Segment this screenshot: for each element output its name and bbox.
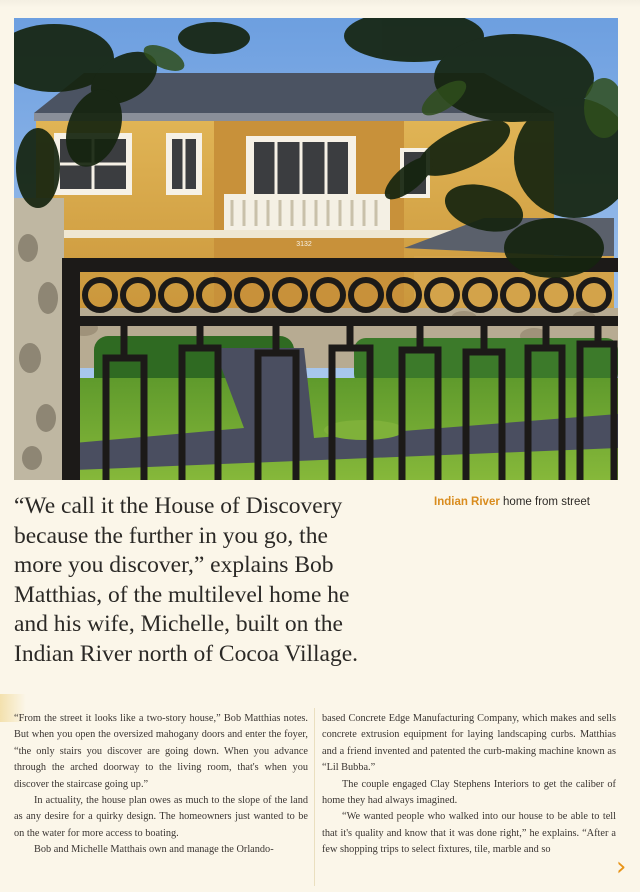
pull-quote: [14, 492, 414, 669]
top-edge: [0, 0, 640, 8]
paragraph: “From the street it looks like a two-story house,” Bob Matthias notes. But when you open the oversized mahogany doors and enter the foyer, “the only stairs you discover are going down. When you advance through the arched doorway to the living room, that's when you discover the staircase going up.”: [14, 713, 308, 790]
pull-quote-line: more you discover,” explains Bob: [14, 552, 334, 578]
article-column-right: [322, 711, 616, 881]
paragraph: Bob and Michelle Matthais own and manage the Orlando-: [34, 844, 274, 856]
paragraph: “We wanted people who walked into our house to be able to tell that it's quality and know that it was done right,” he explains. “After a few shopping trips to select fixtures, tile, marble and so: [322, 811, 616, 856]
house-photo-illustration: [14, 18, 618, 480]
house-photo: [14, 18, 618, 480]
pull-quote-line: “We call it the House of Discovery: [14, 493, 343, 519]
caption-text: home from street: [503, 496, 590, 508]
caption-highlight: Indian River: [434, 496, 500, 508]
paragraph: In actuality, the house plan owes as much to the slope of the land as any desire for a quirky design. The homeowners just wanted to be on the water for more access to boating.: [14, 795, 308, 839]
pull-quote-line: Matthias, of the multilevel home he: [14, 581, 350, 608]
paragraph: based Concrete Edge Manufacturing Company, which makes and sells concrete extrusion equipment for laying landscaping curbs. Matthias and a friend invented and patented the curb-making machine known as “Lil Bubba.”: [322, 713, 616, 774]
address-number: 3132: [296, 241, 312, 248]
pull-quote-line: Indian River north of Cocoa Village.: [14, 640, 359, 667]
article-column-left: [14, 711, 308, 881]
photo-caption: [434, 496, 634, 508]
article-body: [14, 711, 616, 881]
pull-quote-line: and his wife, Michelle, built on the: [14, 611, 343, 637]
next-page-arrow-icon[interactable]: ›: [616, 852, 627, 882]
paragraph: The couple engaged Clay Stephens Interiors to get the caliber of home they had always imagined.: [322, 778, 616, 807]
pull-quote-line: because the further in you go, the: [14, 522, 328, 549]
column-divider: [314, 708, 315, 886]
